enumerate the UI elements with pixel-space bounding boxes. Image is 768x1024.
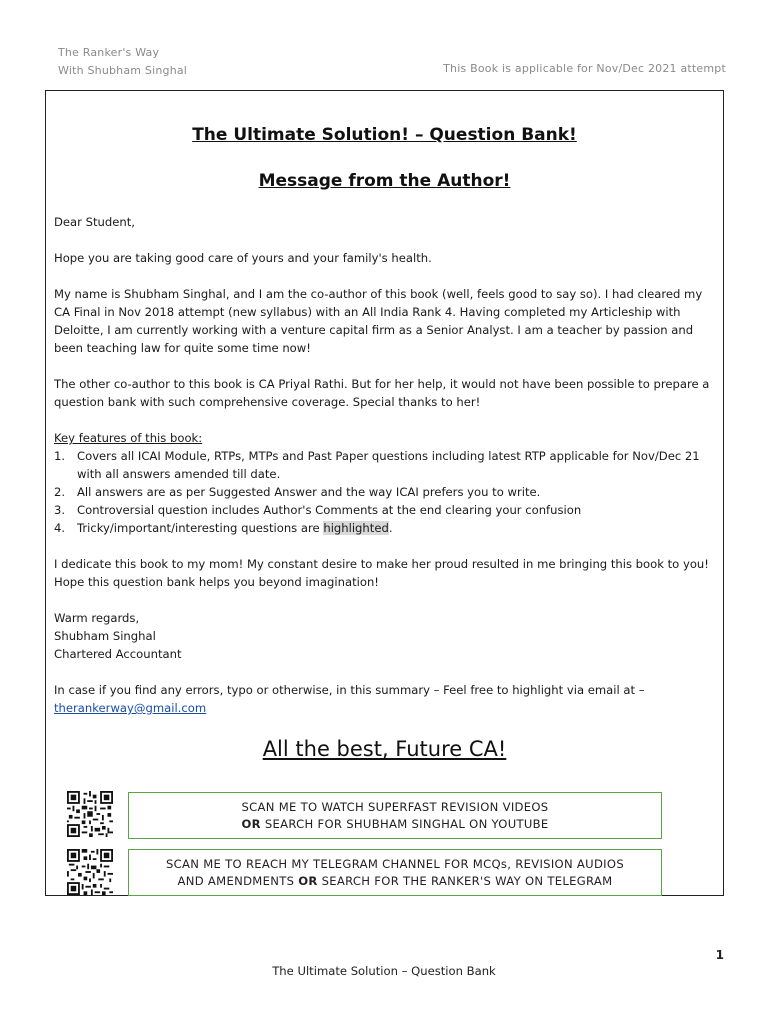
errors-note: In case if you find any errors, typo or otherwise, in this summary – Feel free to highlight via email at – — [54, 683, 645, 697]
list-item — [54, 447, 717, 483]
signoff-name: Shubham Singhal — [54, 629, 156, 643]
signoff-title: Chartered Accountant — [54, 647, 182, 661]
scan-line — [129, 873, 661, 890]
youtube-scan-box — [128, 792, 662, 839]
signoff-greeting: Warm regards, — [54, 611, 140, 625]
features-heading: Key features of this book: — [54, 431, 203, 445]
closing-message: All the best, Future CA! — [262, 737, 507, 761]
list-item — [54, 501, 717, 519]
scan-or: OR — [241, 817, 261, 831]
features-list — [54, 447, 717, 537]
telegram-qr-code[interactable] — [65, 849, 115, 895]
list-text: All answers are as per Suggested Answer and the way ICAI prefers you to write. — [77, 485, 541, 499]
page-title: The Ultimate Solution! – Question Bank! — [192, 125, 577, 145]
highlighted-word: highlighted — [323, 521, 389, 535]
scan-line — [129, 816, 661, 833]
list-item — [54, 519, 717, 537]
list-number: 1. — [54, 449, 66, 463]
scan-line: SCAN ME TO REACH MY TELEGRAM CHANNEL FOR MCQs, REVISION AUDIOS — [166, 857, 624, 871]
email-link[interactable]: therankerway@gmail.com — [54, 701, 207, 715]
scan-line: SCAN ME TO WATCH SUPERFAST REVISION VIDEOS — [241, 800, 549, 814]
running-footer: The Ultimate Solution – Question Bank — [272, 964, 496, 978]
scan-or: OR — [298, 874, 318, 888]
page-subtitle: Message from the Author! — [258, 171, 511, 191]
header-brand: The Ranker's Way — [58, 46, 160, 59]
list-number: 4. — [54, 521, 66, 535]
paragraph-coauthor: The other co-author to this book is CA Priyal Rathi. But for her help, it would not have been possible to prepare a question bank with such comprehensive coverage. Special thanks to her! — [54, 377, 710, 409]
paragraph-intro: My name is Shubham Singhal, and I am the co-author of this book (well, feels good to say so). I had cleared my CA Final in Nov 2018 attempt (new syllabus) with an All India Rank 4. Having completed my Articleship with Deloitte, I am currently working with a venture capital firm as a Senior Analyst. I am a teacher by passion and been teaching law for quite some time now! — [54, 287, 703, 355]
list-item — [54, 483, 717, 501]
list-text: Tricky/important/interesting questions are — [77, 521, 324, 535]
list-text: Controversial question includes Author's Comments at the end clearing your confusion — [77, 503, 582, 517]
running-header-left — [58, 44, 187, 80]
youtube-qr-code[interactable] — [65, 791, 115, 837]
content-frame — [45, 90, 724, 896]
list-number: 2. — [54, 485, 66, 499]
header-author: With Shubham Singhal — [58, 64, 188, 77]
list-text-end: . — [388, 521, 393, 535]
scan-text: SEARCH FOR THE RANKER'S WAY ON TELEGRAM — [317, 874, 613, 888]
list-text: Covers all ICAI Module, RTPs, MTPs and Past Paper questions including latest RTP applicable for Nov/Dec 21 with all answers amended till date. — [77, 449, 700, 481]
letter-body — [54, 213, 717, 717]
page-number: 1 — [715, 948, 724, 962]
signoff — [54, 609, 717, 663]
telegram-scan-box — [128, 849, 662, 896]
scan-text: AND AMENDMENTS — [177, 874, 299, 888]
scan-text: SEARCH FOR SHUBHAM SINGHAL ON YOUTUBE — [260, 817, 549, 831]
running-header-right: This Book is applicable for Nov/Dec 2021 attempt — [443, 62, 726, 75]
list-number: 3. — [54, 503, 66, 517]
paragraph-health: Hope you are taking good care of yours and your family's health. — [54, 251, 432, 265]
salutation: Dear Student, — [54, 215, 135, 229]
paragraph-dedication: I dedicate this book to my mom! My constant desire to make her proud resulted in me bringing this book to you! Hope this question bank helps you beyond imagination! — [54, 557, 709, 589]
